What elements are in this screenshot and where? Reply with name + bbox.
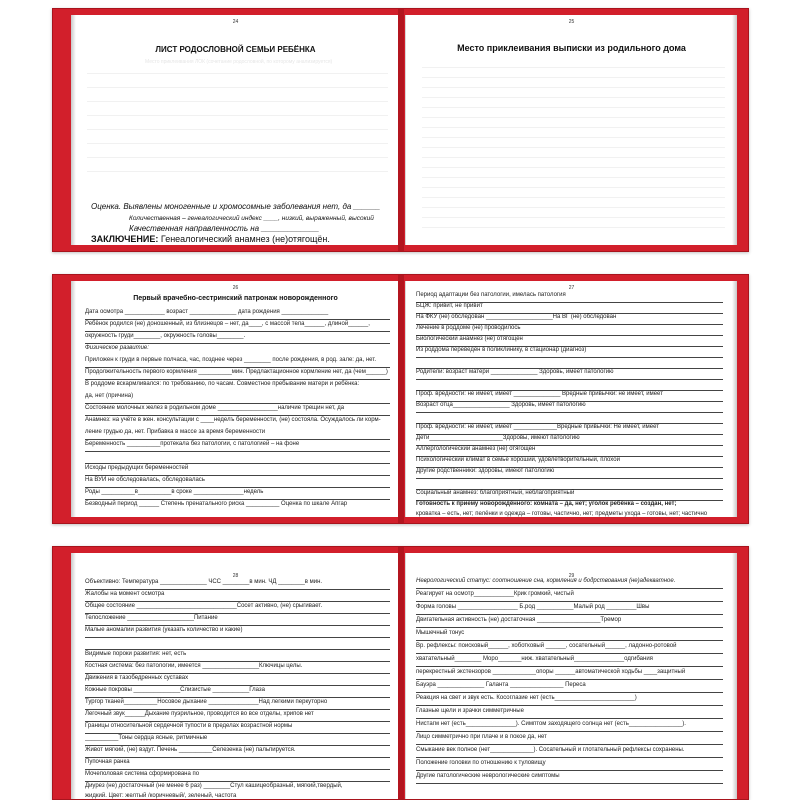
- assessment-line: Количественная – генеалогический индекс ____, низкий, выраженный, высокий: [129, 215, 374, 222]
- form-line: Глазные щели и зрачки симметричные: [416, 707, 723, 719]
- form-line: На ВУИ не обследовалась, обследовалась: [85, 476, 390, 488]
- faint-line: [422, 167, 725, 168]
- faint-line: [422, 177, 725, 178]
- faint-line: [87, 101, 388, 102]
- form-line: Вр. рефлексы: поисковый______, хоботковый ______, сосательный______, ладонно-ротовой: [416, 642, 723, 654]
- assessment-line: Качественная направленность на _____________: [129, 224, 320, 233]
- page-28: [71, 553, 401, 799]
- faint-line: [422, 97, 725, 98]
- form-line: Другие патологические неврологические симптомы: [416, 772, 723, 784]
- form-line: Объективно: Температура ______________ ЧСС ________в мин. ЧД ________в мин.: [85, 578, 390, 590]
- form-line: Форма головы __________________ Б.род ___________Малый род _________Швы: [416, 603, 723, 615]
- faint-line: [87, 129, 388, 130]
- journal-spread-1: [52, 8, 749, 252]
- form-line: Из роддома переведён в поликлинику, в стационар (диагноз): [416, 346, 723, 358]
- page-25: [405, 15, 737, 245]
- faint-subtitle: Место приклеивания ЛОК (сочетание родословной, по которому анализируется): [145, 59, 333, 65]
- faint-line: [87, 115, 388, 116]
- form-line: Тургор тканей__________Носовое дыхание _______________Над легкими перкуторно: [85, 698, 390, 710]
- journal-spread-2: [52, 274, 749, 524]
- form-line: Продолжительность первого кормления __________мин. Предлактационное кормление нет, да (чем______): [85, 368, 390, 380]
- faint-line: [87, 87, 388, 88]
- form-line: Телосложение ____________________Питание: [85, 614, 390, 626]
- faint-line: [422, 217, 725, 218]
- form-line: Костная система: без патологии, имеется _________________Ключицы целы.: [85, 662, 390, 674]
- faint-line: [422, 107, 725, 108]
- form-line: Дата осмотра ____________ возраст ______________ дата рождения ______________: [85, 308, 390, 320]
- form-line: Возраст отца_________________ Здоровь, имеет патологию: [416, 401, 723, 413]
- form-line: Период адаптации без патологии, имелась патология: [416, 291, 723, 303]
- form-line: Ребёнок родился (не) доношенный, из близнецов – нет, да____, с массой тела______, длиной______,: [85, 320, 390, 332]
- form-line: Лицо симметрично при плаче и в покое да, нет: [416, 733, 723, 745]
- form-line: Мочеполовая система сформирована по: [85, 770, 390, 782]
- form-line: Видимые пороки развития: нет, есть: [85, 650, 390, 662]
- form-line: Анамнез: на учёте в жен. консультации с ____неделъ беременности, (не) состояла. Осуждалось ли корм-: [85, 417, 381, 423]
- form-line: Исходы предыдущих беременностей: [85, 464, 390, 476]
- faint-line: [422, 187, 725, 188]
- form-line: Лечение в роддоме (не) проводилось: [416, 324, 723, 336]
- form-line: Границы относительной сердечной тупости в пределах возрастной нормы: [85, 722, 390, 734]
- assessment-line: Оценка. Выявлены моногенные и хромосомные заболевания нет, да ______: [91, 202, 381, 211]
- form-line: Неврологический статус: соотношение сна, кормления и бодрствования (не)адекватное.: [416, 577, 723, 589]
- form-line: кроватка – есть, нет; пелёнки и одежда – готовы, частично, нет; предметы ухода – готовы, нет; частично: [416, 510, 723, 517]
- form-line: Готовность к приему новорождённого: комната – да, нет; уголок ребёнка – создан, нет;: [416, 501, 677, 507]
- form-line: Мышечный тонус: [416, 629, 723, 641]
- form-line: Аллергологический анамнез (не) отягощен: [416, 445, 723, 457]
- form-line: Роды __________в__________в сроке _______________недель: [85, 488, 390, 500]
- form-line: Реакция на свет и звук есть. Косоглазие нет (есть________________________): [416, 694, 723, 706]
- form-line: В роддоме вскармливался: по требованию, по часам. Совместное пребывание матери и ребёнка:: [85, 381, 360, 387]
- form-line: жидкий. Цвет: желтый /коричневый/, зеленый, частота: [85, 792, 390, 799]
- form-line: Родители: возраст матери ______________ Здоровь, имеет патологию: [416, 368, 723, 380]
- form-line: Общее состояние ______________________________Сосет активно, (не) срыгивает.: [85, 602, 390, 614]
- page-24: [71, 15, 401, 245]
- form-line: Положение головки по отношению к туловищу: [416, 759, 723, 771]
- page-number: 28: [232, 573, 239, 579]
- faint-line: [422, 137, 725, 138]
- form-line: перекрестный экстензоров _____________опоры ______автоматической ходьбы ____защитный: [416, 668, 723, 680]
- page-26: [71, 281, 401, 517]
- form-line: Жалобы на момент осмотра: [85, 590, 390, 602]
- form-line: На ФКУ (не) обследован ____________________На ВГ (не) обследован: [416, 313, 723, 325]
- page-number: 24: [232, 19, 239, 25]
- form-line: Состояние молочных желез в родильном доме __________________наличие трещин нет, да: [85, 404, 390, 416]
- form-line: БЦЖ: привит, не привит: [416, 302, 723, 314]
- conclusion-text: Генеалогический анамнез (не)отягощён.: [160, 234, 330, 244]
- form-line: Легочный звук______Дыхание пуэрильное, проводится во все отделы, хрипов нет: [85, 710, 390, 722]
- form-line: Психологический климат в семье хороший, удовлетворительный, плохой: [416, 456, 723, 468]
- form-line: Малые аномалии развития (указать количество и какие): [85, 626, 390, 638]
- faint-line: [422, 147, 725, 148]
- form-line: Физическое развитие:: [85, 345, 149, 351]
- form-line: [85, 452, 390, 464]
- form-line: Смыкание век полное (нет_____________). Сосательный и глотательный рефлексы сохранены.: [416, 746, 723, 758]
- form-line: ление грудью да, нет. Прибавка в массе за время беременности: [85, 428, 390, 440]
- form-line: да, нет (причина): [85, 392, 390, 404]
- conclusion: [91, 234, 390, 245]
- faint-line: [422, 77, 725, 78]
- form-line: Нистагм нет (есть_______________). Симптом заходящего солнца нет (есть________________).: [416, 720, 723, 732]
- page-number: 25: [568, 19, 575, 25]
- form-line: Диурез (не) достаточный (не менее 6 раз) ________Стул кашицеобразный, мягкий,твердый,: [85, 783, 343, 789]
- page-title: Место приклеивания выписки из родильного дома: [457, 43, 686, 53]
- form-line: Пупочная ранка: [85, 758, 390, 770]
- form-line: Дети______________________Здоровы, имеют патологию: [416, 434, 723, 446]
- page-27: [405, 281, 737, 517]
- form-line: окружность груди________, окружность головы________.: [85, 332, 390, 344]
- form-line: Реагирует на осмотр____________Крик громкий, чистый: [416, 590, 723, 602]
- conclusion-label: ЗАКЛЮЧЕНИЕ:: [91, 234, 159, 244]
- faint-line: [87, 73, 388, 74]
- faint-line: [87, 171, 388, 172]
- faint-line: [422, 207, 725, 208]
- faint-line: [422, 227, 725, 228]
- page-29: [405, 553, 737, 799]
- form-line: [85, 638, 390, 650]
- page-title: Первый врачебно-сестринский патронаж новорожденного: [133, 295, 338, 302]
- faint-line: [87, 157, 388, 158]
- page-number: 27: [568, 285, 575, 291]
- form-line: Проф. вредности: не имеет, имеет ______________ Вредные привычки: не имеет, имеет: [416, 390, 723, 402]
- page-number: 29: [568, 573, 575, 579]
- form-line: Живот мягкий, (не) вздут. Печень __________Селезенка (не) пальпируется.: [85, 746, 390, 758]
- form-line: Приложен к груди в первые полчаса, час, позднее через ________ после рождения, в род. зале: да, нет.: [85, 356, 390, 368]
- faint-line: [422, 87, 725, 88]
- form-line: __________Тоны сердца ясные, ритмичные: [85, 734, 390, 746]
- faint-line: [422, 67, 725, 68]
- form-line: Беременность __________протекала без патологии, с патологией – на фоне: [85, 440, 390, 452]
- form-line: Движения в тазобедренных суставах: [85, 674, 390, 686]
- journal-spread-3: [52, 546, 749, 800]
- faint-line: [422, 127, 725, 128]
- faint-line: [87, 143, 388, 144]
- form-line: Другие родственники: здоровы, имеют патологию: [416, 467, 723, 479]
- form-line: Двигательная активность (не) достаточная ___________________Тремор: [416, 616, 723, 628]
- form-line: Проф. вредности: не имеет, имеет _____________Вредные привычки: Не имеет, имеет: [416, 423, 723, 435]
- faint-line: [422, 157, 725, 158]
- form-line: Кожные покровы ______________Слизистые ___________Глаза: [85, 686, 390, 698]
- faint-line: [422, 117, 725, 118]
- page-number: 26: [232, 285, 239, 291]
- form-line: Социальный анамнез: благоприятный, неблагоприятный: [416, 489, 723, 501]
- faint-line: [422, 197, 725, 198]
- page-title: ЛИСТ РОДОСЛОВНОЙ СЕМЬИ РЕБЁНКА: [155, 45, 316, 54]
- form-line: Безводный период ______ Степень пренатального риска __________ Оценка по шкале Апгар: [85, 501, 348, 507]
- form-line: хватательный________ Моро_______ниж. хватательный_______________одгибания: [416, 655, 723, 667]
- form-line: Биологический анамнез (не) отягощен: [416, 335, 723, 347]
- form-line: Бауэра ______________ Галанта ________________ Переса: [416, 681, 723, 693]
